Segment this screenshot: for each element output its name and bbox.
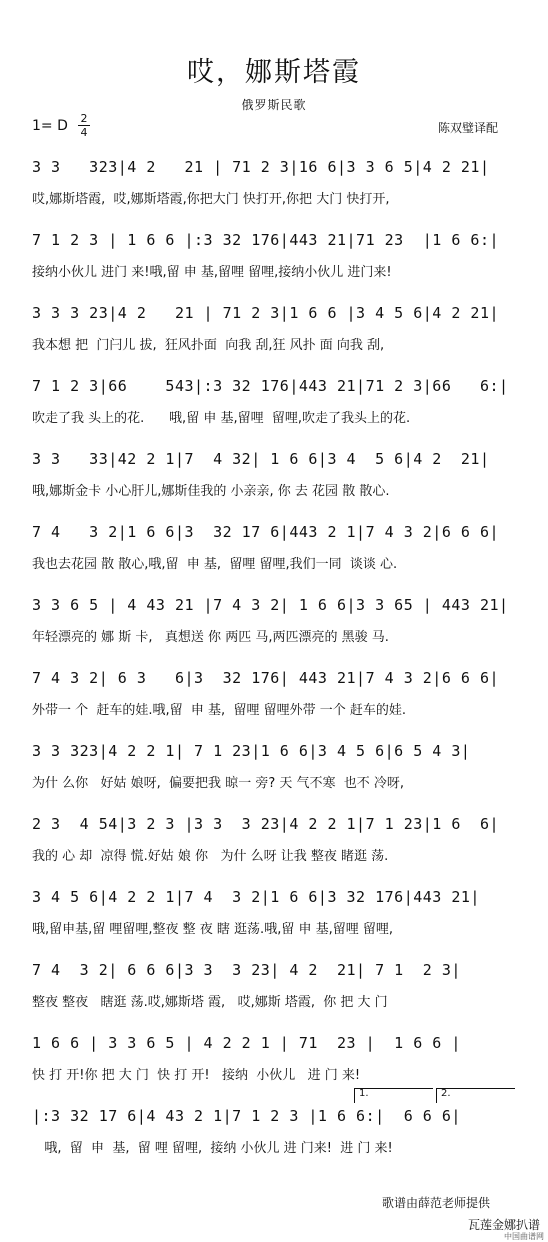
notation-line: 7 1 2 3 | 1 6 6 |:3 32 176|443 21|71 23 |1 6 6:| <box>32 231 500 249</box>
volta-label: 1. <box>359 1088 369 1099</box>
lyric-line: 吹走了我 头上的花. 哦,留 申 基,留哩 留哩,吹走了我头上的花. <box>32 411 411 426</box>
lyric-line: 哦, 留 申 基, 留 哩 留哩, 接纳 小伙儿 进 门来! 进 门 来! <box>32 1141 393 1156</box>
notation-line: 7 4 3 2| 6 6 6|3 3 3 23| 4 2 21| 7 1 2 3| <box>32 961 461 979</box>
lyric-line: 快 打 开!你 把 大 门 快 打 开! 接纳 小伙儿 进 门 来! <box>32 1068 361 1083</box>
watermark: 中国曲谱网 <box>504 1232 544 1241</box>
notation-line: 3 3 3 23|4 2 21 | 71 2 3|1 6 6 |3 4 5 6|4 2 21| <box>32 304 500 322</box>
lyric-line: 为什 么你 好姑 娘呀, 偏要把我 晾一 旁? 天 气不寒 也不 冷呀, <box>32 776 405 791</box>
volta-label: 2. <box>441 1088 451 1099</box>
lyric-line: 我本想 把 门闩儿 拔, 狂风扑面 向我 刮,狂 风扑 面 向我 刮, <box>32 338 385 353</box>
volta-bracket-first <box>354 1088 433 1103</box>
lyric-line: 哦,留申基,留 哩留哩,整夜 整 夜 瞎 逛荡.哦,留 申 基,留哩 留哩, <box>32 922 393 937</box>
notation-line: 3 3 323|4 2 2 1| 7 1 23|1 6 6|3 4 5 6|6 5 4 3| <box>32 742 471 760</box>
volta-bracket-second <box>436 1088 515 1103</box>
meter-top: 2 <box>80 112 88 125</box>
notation-line: 3 3 6 5 | 4 43 21 |7 4 3 2| 1 6 6|3 3 65 | 443 21| <box>32 596 509 614</box>
lyric-line: 我的 心 却 凉得 慌.好姑 娘 你 为什 么呀 让我 整夜 睹逛 荡. <box>32 849 389 864</box>
notation-line: 7 4 3 2| 6 3 6|3 32 176| 443 21|7 4 3 2|6 6 6| <box>32 669 500 687</box>
key-signature: 1= D <box>32 118 68 134</box>
lyric-line: 整夜 整夜 瞎逛 荡.哎,娜斯塔 霞, 哎,娜斯 塔霞, 你 把 大 门 <box>32 995 388 1010</box>
lyric-line: 年轻漂亮的 娜 斯 卡, 真想送 你 两匹 马,两匹漂亮的 黑骏 马. <box>32 630 389 645</box>
meter-bottom: 4 <box>80 126 88 139</box>
footer-credit: 歌谱由薛范老师提供 <box>381 1196 490 1210</box>
lyric-line: 我也去花园 散 散心,哦,留 申 基, 留哩 留哩,我们一同 谈谈 心. <box>32 557 398 572</box>
page-title: 哎，娜斯塔霞 <box>187 57 361 88</box>
notation-line: 3 3 323|4 2 21 | 71 2 3|16 6|3 3 6 5|4 2 21| <box>32 158 490 176</box>
notation-line: 7 4 3 2|1 6 6|3 32 17 6|443 2 1|7 4 3 2|6 6 6| <box>32 523 500 541</box>
lyric-line: 哎,娜斯塔霞, 哎,娜斯塔霞,你把大门 快打开,你把 大门 快打开, <box>32 192 390 207</box>
lyric-line: 接纳小伙儿 进门 来!哦,留 申 基,留哩 留哩,接纳小伙儿 进门来! <box>32 265 392 280</box>
footer-transcriber: 瓦莲金娜扒谱 <box>467 1218 540 1232</box>
lyric-line: 哦,娜斯金卡 小心肝儿,娜斯佳我的 小亲亲, 你 去 花园 散 散心. <box>32 484 390 499</box>
notation-line: |:3 32 17 6|4 43 2 1|7 1 2 3 |1 6 6:| 6 6 6| <box>32 1107 461 1125</box>
time-signature <box>78 113 90 138</box>
notation-line: 3 3 33|42 2 1|7 4 32| 1 6 6|3 4 5 6|4 2 21| <box>32 450 490 468</box>
notation-line: 2 3 4 54|3 2 3 |3 3 3 23|4 2 2 1|7 1 23|1 6 6| <box>32 815 500 833</box>
notation-line: 1 6 6 | 3 3 6 5 | 4 2 2 1 | 71 23 | 1 6 6 | <box>32 1034 461 1052</box>
arranger-credit: 陈双璧译配 <box>437 121 498 135</box>
song-subtitle: 俄罗斯民歌 <box>241 98 307 112</box>
notation-line: 7 1 2 3|66 543|:3 32 176|443 21|71 2 3|66 6:| <box>32 377 509 395</box>
lyric-line: 外带一 个 赶车的娃.哦,留 申 基, 留哩 留哩外带 一个 赶车的娃. <box>32 703 406 718</box>
notation-line: 3 4 5 6|4 2 2 1|7 4 3 2|1 6 6|3 32 176|443 21| <box>32 888 480 906</box>
